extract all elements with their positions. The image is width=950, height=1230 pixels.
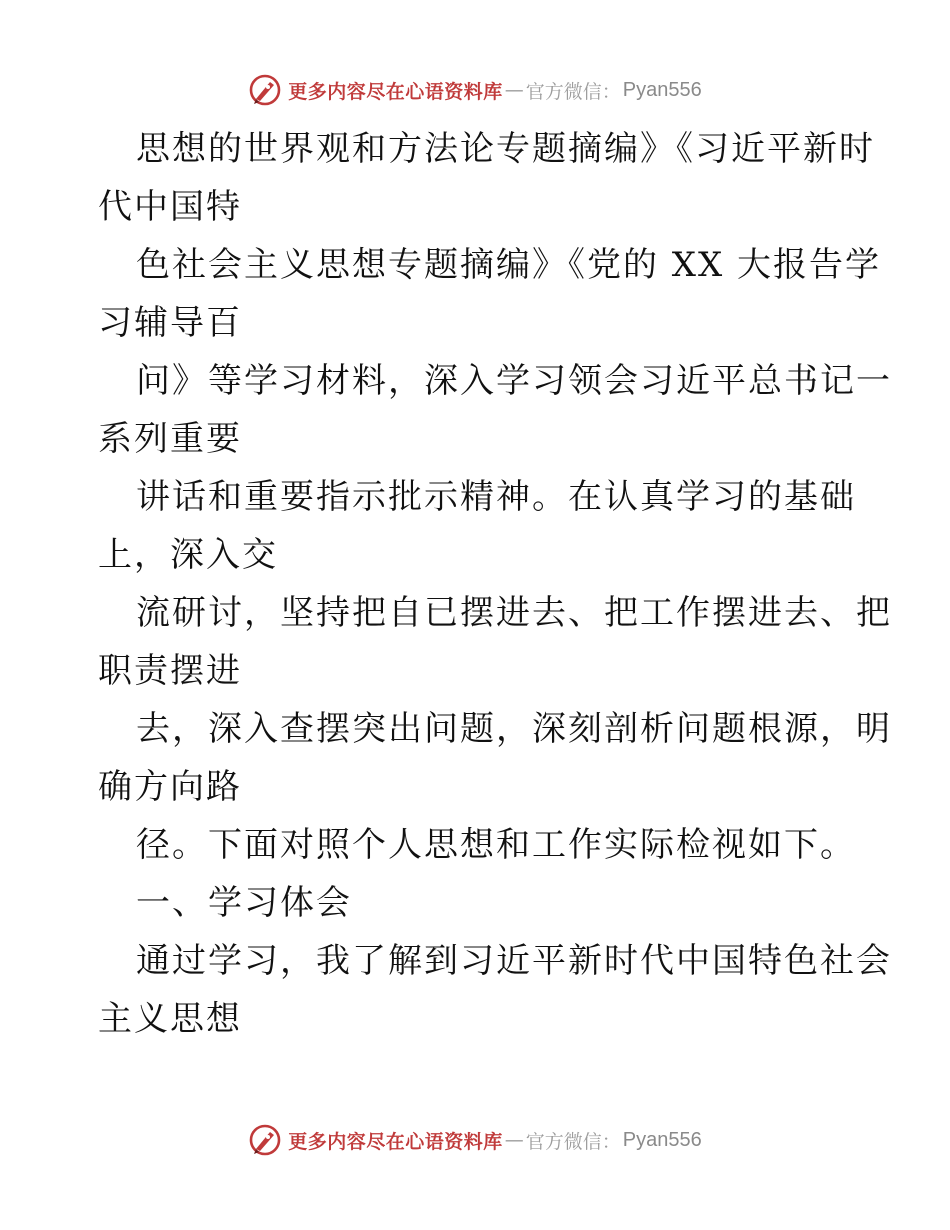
text-line: 系列重要 xyxy=(98,419,242,459)
document-body xyxy=(98,120,892,1048)
footer-banner xyxy=(0,1120,950,1160)
banner-separator: — xyxy=(504,1129,524,1151)
header-banner xyxy=(0,70,950,110)
text-line: 主义思想 xyxy=(98,999,242,1039)
banner-wechat-id: Pyan556 xyxy=(622,1128,702,1151)
text-line: 确方向路 xyxy=(98,767,242,807)
text-line: 通过学习，我了解到习近平新时代中国特色社会 xyxy=(136,941,892,981)
banner-separator: — xyxy=(504,79,524,101)
banner-title: 更多内容尽在心语资料库 xyxy=(288,80,503,103)
text-line: 上，深入交 xyxy=(98,535,278,575)
banner-wechat-id: Pyan556 xyxy=(622,78,702,101)
text-line: 习辅导百 xyxy=(98,303,242,343)
text-line: 色社会主义思想专题摘编》《党的 XX 大报告学 xyxy=(136,245,882,285)
banner-title: 更多内容尽在心语资料库 xyxy=(288,1130,503,1153)
text-line: 思想的世界观和方法论专题摘编》《习近平新时 xyxy=(136,129,875,169)
pen-logo-icon xyxy=(248,1123,282,1157)
banner-wechat-label: 官方微信： xyxy=(525,1130,621,1153)
section-heading: 一、学习体会 xyxy=(136,883,352,923)
text-line: 代中国特 xyxy=(98,187,242,227)
text-line: 流研讨，坚持把自已摆进去、把工作摆进去、把 xyxy=(136,593,892,633)
text-line: 职责摆进 xyxy=(98,651,242,691)
text-line: 问》等学习材料，深入学习领会习近平总书记一 xyxy=(136,361,892,401)
text-line: 去，深入查摆突出问题，深刻剖析问题根源，明 xyxy=(136,709,892,749)
text-line: 讲话和重要指示批示精神。在认真学习的基础 xyxy=(136,477,856,517)
text-line: 径。下面对照个人思想和工作实际检视如下。 xyxy=(136,825,856,865)
pen-logo-icon xyxy=(248,73,282,107)
banner-wechat-label: 官方微信： xyxy=(525,80,621,103)
